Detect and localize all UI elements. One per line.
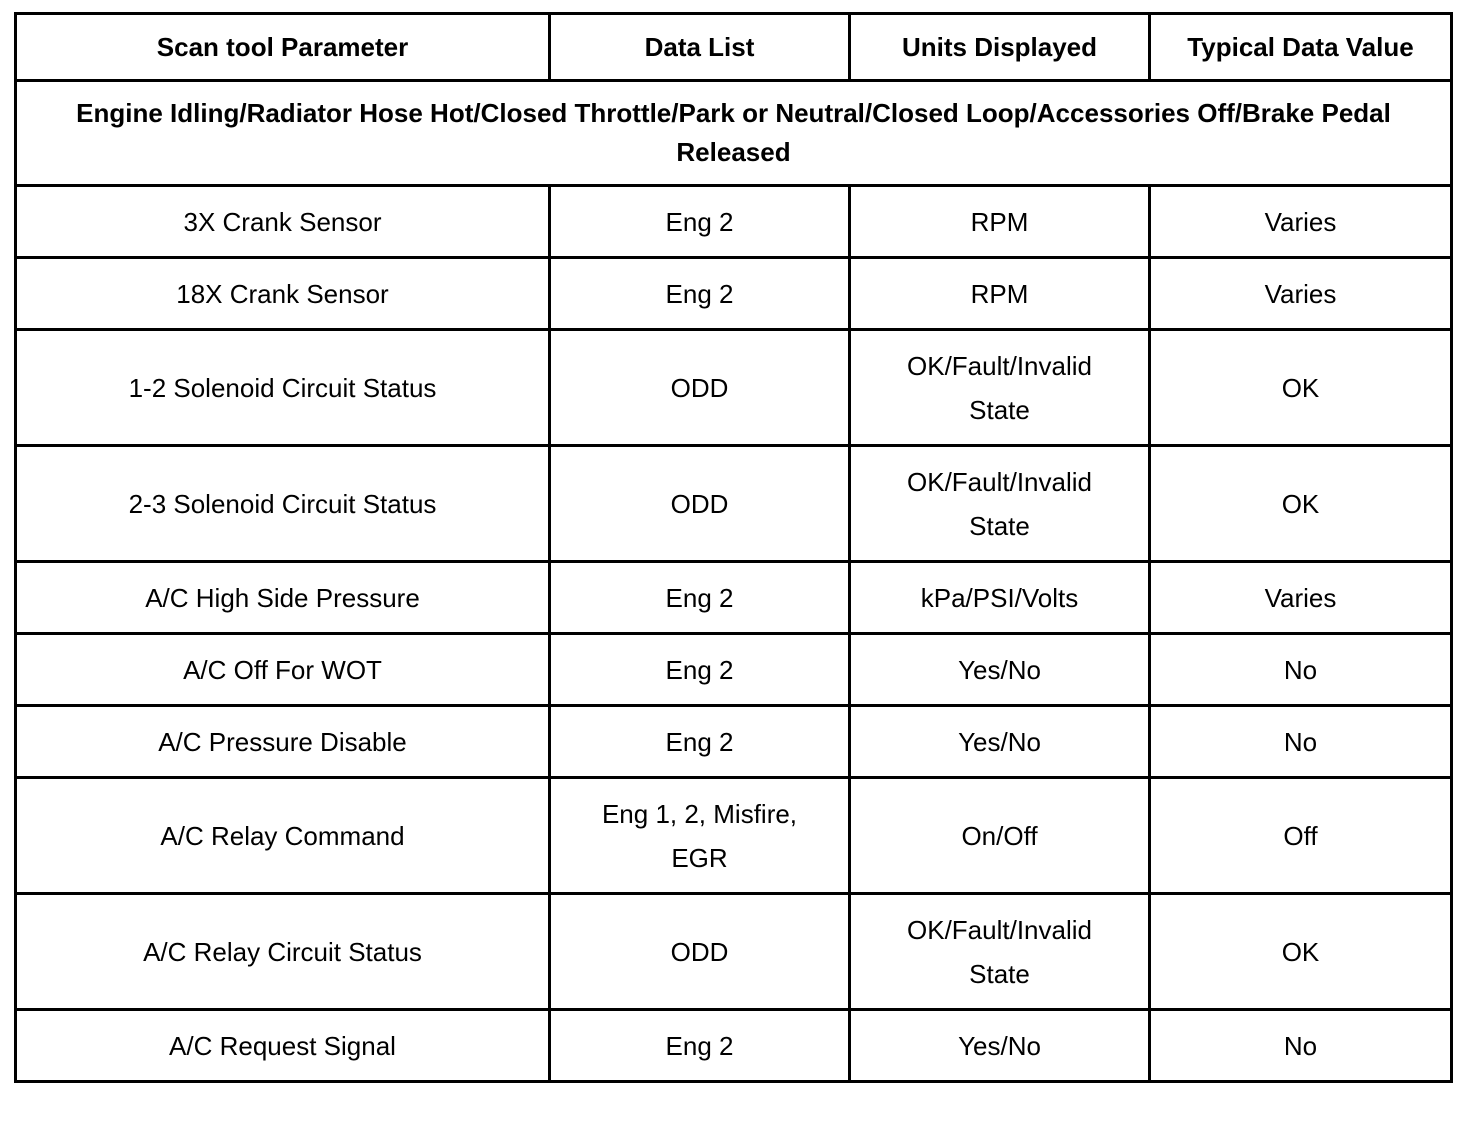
cell-parameter: A/C High Side Pressure: [16, 562, 550, 634]
cell-data-list: Eng 2: [550, 634, 850, 706]
cell-parameter: 3X Crank Sensor: [16, 186, 550, 258]
cell-parameter: 2-3 Solenoid Circuit Status: [16, 446, 550, 562]
cell-units: RPM: [850, 258, 1150, 330]
cell-units: RPM: [850, 186, 1150, 258]
cell-data-list: ODD: [550, 894, 850, 1010]
cell-data-list: Eng 2: [550, 258, 850, 330]
table-row: [16, 634, 1452, 706]
scan-tool-data-table: [14, 12, 1453, 1083]
cell-data-list: Eng 2: [550, 562, 850, 634]
cell-typical-value: OK: [1150, 446, 1452, 562]
condition-row: [16, 81, 1452, 186]
header-units: Units Displayed: [850, 14, 1150, 81]
cell-data-list: Eng 2: [550, 186, 850, 258]
cell-units: [850, 894, 1150, 1010]
header-typical-value: Typical Data Value: [1150, 14, 1452, 81]
cell-units: Yes/No: [850, 634, 1150, 706]
table-row: [16, 562, 1452, 634]
cell-typical-value: No: [1150, 1010, 1452, 1082]
cell-parameter: A/C Pressure Disable: [16, 706, 550, 778]
table-row: [16, 330, 1452, 446]
cell-data-list: ODD: [550, 330, 850, 446]
table-row: [16, 778, 1452, 894]
table-row: [16, 1010, 1452, 1082]
table-row: [16, 446, 1452, 562]
cell-typical-value: Varies: [1150, 186, 1452, 258]
cell-units: [850, 330, 1150, 446]
table-row: [16, 258, 1452, 330]
header-data-list: Data List: [550, 14, 850, 81]
cell-typical-value: Varies: [1150, 562, 1452, 634]
header-row: [16, 14, 1452, 81]
table-row: [16, 894, 1452, 1010]
cell-parameter: 1-2 Solenoid Circuit Status: [16, 330, 550, 446]
cell-data-list: [550, 778, 850, 894]
cell-typical-value: No: [1150, 706, 1452, 778]
cell-parameter: A/C Off For WOT: [16, 634, 550, 706]
cell-units: On/Off: [850, 778, 1150, 894]
table-row: [16, 706, 1452, 778]
header-parameter: Scan tool Parameter: [16, 14, 550, 81]
cell-parameter: 18X Crank Sensor: [16, 258, 550, 330]
cell-data-list: Eng 2: [550, 706, 850, 778]
cell-units-text: OK/Fault/Invalid State: [907, 350, 1092, 425]
cell-parameter: A/C Relay Command: [16, 778, 550, 894]
cell-typical-value: No: [1150, 634, 1452, 706]
cell-typical-value: Off: [1150, 778, 1452, 894]
table-row: [16, 186, 1452, 258]
cell-parameter: A/C Relay Circuit Status: [16, 894, 550, 1010]
cell-typical-value: Varies: [1150, 258, 1452, 330]
cell-typical-value: OK: [1150, 894, 1452, 1010]
cell-units: kPa/PSI/Volts: [850, 562, 1150, 634]
cell-units: [850, 446, 1150, 562]
cell-units-text: OK/Fault/Invalid State: [907, 466, 1092, 541]
cell-units-text: OK/Fault/Invalid State: [907, 914, 1092, 989]
cell-typical-value: OK: [1150, 330, 1452, 446]
cell-data-list: Eng 2: [550, 1010, 850, 1082]
cell-data-list: ODD: [550, 446, 850, 562]
cell-parameter: A/C Request Signal: [16, 1010, 550, 1082]
cell-units: Yes/No: [850, 706, 1150, 778]
cell-data-list-text: Eng 1, 2, Misfire, EGR: [601, 798, 798, 873]
cell-units: Yes/No: [850, 1010, 1150, 1082]
operating-condition: Engine Idling/Radiator Hose Hot/Closed Throttle/Park or Neutral/Closed Loop/Accessories Off/Brake Pedal Released: [16, 81, 1452, 186]
